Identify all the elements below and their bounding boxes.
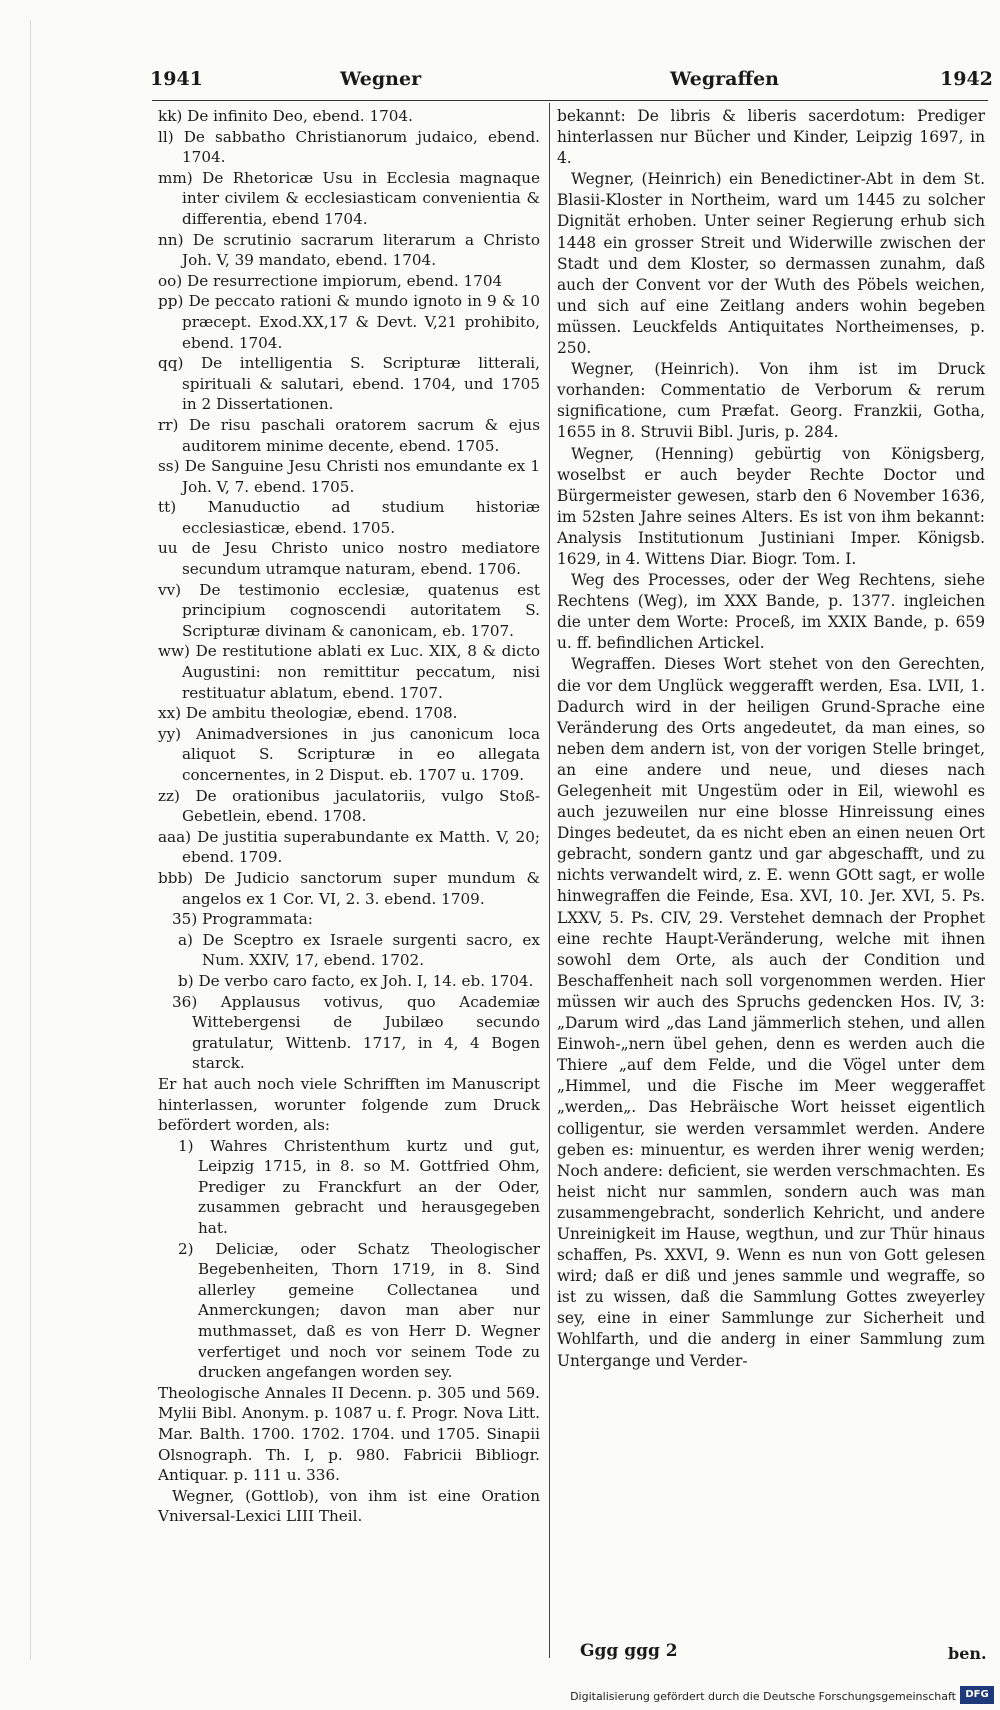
text-paragraph: Weg des Processes, oder der Weg Rechtens, siehe Rechtens (Weg), im XXX Bande, p. 1377. ingleichen die unter dem Worte: Proceß, im XXIX Bande, p. 659 u. ff. befindlichen Artickel. [557, 571, 985, 653]
text-paragraph: rr) De risu paschali oratorem sacrum & ejus auditorem minime decente, ebend. 1705. [158, 415, 540, 455]
text-paragraph: yy) Animadversiones in jus canonicum loca aliquot S. Scripturæ in eo allegata concernentes, in 2 Disput. eb. 1707 u. 1709. [158, 724, 540, 784]
signature-mark: Ggg ggg 2 [580, 1641, 678, 1661]
text-paragraph: Wegner, (Gottlob), von ihm ist eine Oration Vniversal-Lexici LIII Theil. [158, 1486, 540, 1526]
catchword: ben. [948, 1644, 987, 1663]
text-paragraph: Theologische Annales II Decenn. p. 305 und 569. Mylii Bibl. Anonym. p. 1087 u. f. Progr. Nova Litt. Mar. Balth. 1700. 1702. 1704. und 1705. Sinapii Olsnograph. Th. I, p. 980. Fabricii Bibliogr. Antiquar. p. 111 u. 336. [158, 1383, 540, 1485]
footer-credit: Digitalisierung gefördert durch die Deutsche Forschungsgemeinschaft [570, 1690, 956, 1703]
page-number-right: 1942 [940, 68, 993, 90]
header-rule [152, 100, 988, 101]
text-paragraph: Wegraffen. Dieses Wort stehet von den Gerechten, die vor dem Unglück weggerafft werden, Esa. LVII, 1. Dadurch wird in der heiligen Grund-Sprache eine Veränderung des Orts angedeutet, da man eines, so neben dem andern ist, von der vorigen Stelle bringet, an eine andere und neue, und dieses nach Gelegenheit mit Ungestüm oder in Eil, wiewohl es auch jezuweilen nur eine blosse Hinreissung eines Dinges bedeutet, da es nicht eben an einen neuen Ort gebracht, sondern gantz und gar abgeschafft, und zu nichts verwandelt wird, z. E. wenn GOtt sagt, er wolle hinwegraffen die Feinde, Esa. XVI, 10. Jer. XVI, 5. Ps. LXXV, 5. Ps. CIV, 29. Verstehet demnach der Prophet eine rechte Haupt-Veränderung, welche mit ihnen sowohl dem Orte, als auch der Condition und Beschaffenheit nach soll vorgenommen werden. Hier müssen wir auch des Spruchs gedencken Hos. IV, 3: „Darum wird „das Land jämmerlich stehen, und allen Einwoh-„nern übel gehen, denn es werden auch die Thiere „auf dem Felde, und die Vögel unter dem „Himmel, und die Fische im Meer weggeraffet „werden„. Das Hebräische Wort heisset eigentlich colligentur, sie werden versammlet werden. Andere geben es: minuentur, es werden ihrer wenig werden; Noch andere: deficient, sie werden verschmachten. Es heist nicht nur sammlen, sondern auch was man zusammengebracht, sonderlich Kehricht, und andere Unreinigkeit im Hause, wegthun, und zur Thür hinaus schaffen, Ps. XXVI, 9. Wenn es nun von Gott gelesen wird; daß er diß und jenes sammle und wegraffe, so ist zu wissen, daß die Sammlung Gottes zweyerley sey, eine in einer Sammlunge zur Sicherheit und Wohlfarth, und die anderg in einer Sammlung zum Untergange und Verder- [557, 655, 985, 1370]
text-paragraph: a) De Sceptro ex Israele surgenti sacro, ex Num. XXIV, 17, ebend. 1702. [178, 930, 540, 970]
text-paragraph: nn) De scrutinio sacrarum literarum a Christo Joh. V, 39 mandato, ebend. 1704. [158, 230, 540, 270]
text-paragraph: oo) De resurrectione impiorum, ebend. 1704 [158, 271, 503, 290]
text-paragraph: b) De verbo caro facto, ex Joh. I, 14. eb. 1704. [178, 971, 534, 990]
dfg-logo-icon: DFG [960, 1686, 994, 1704]
text-paragraph: pp) De peccato rationi & mundo ignoto in 9 & 10 præcept. Exod.XX,17 & Devt. V,21 prohibito, ebend. 1704. [158, 292, 540, 352]
column-divider [549, 103, 550, 1658]
text-paragraph: xx) De ambitu theologiæ, ebend. 1708. [158, 704, 458, 723]
footer [570, 1683, 1000, 1709]
text-paragraph: aaa) De justitia superabundante ex Matth. V, 20; ebend. 1709. [158, 827, 540, 867]
running-title-right: Wegraffen [670, 68, 779, 90]
text-paragraph: bbb) De Judicio sanctorum super mundum & angelos ex 1 Cor. VI, 2. 3. ebend. 1709. [158, 868, 540, 908]
text-paragraph: qq) De intelligentia S. Scripturæ litterali, spirituali & salutari, ebend. 1704, und 1705 in 2 Dissertationen. [158, 354, 540, 414]
text-paragraph: zz) De orationibus jaculatoriis, vulgo Stoß-Gebetlein, ebend. 1708. [158, 786, 540, 826]
text-paragraph: tt) Manuductio ad studium historiæ ecclesiasticæ, ebend. 1705. [158, 498, 540, 537]
left-column [158, 106, 540, 1527]
text-paragraph: 35) Programmata: [172, 910, 313, 929]
text-paragraph: Wegner, (Henning) gebürtig von Königsberg, woselbst er auch beyder Rechte Doctor und Bürgermeister gewesen, starb den 6 November 1636, im 52sten Jahre seines Alters. Es ist von ihm bekannt: Analysis Institutionum Justiniani Imper. Königsb. 1629, in 4. Wittens Diar. Biogr. Tom. I. [557, 444, 985, 568]
text-paragraph: bekannt: De libris & liberis sacerdotum: Prediger hinterlassen nur Bücher und Kinder, Leipzig 1697, in 4. [557, 107, 985, 168]
text-paragraph: 2) Deliciæ, oder Schatz Theologischer Begebenheiten, Thorn 1719, in 8. Sind allerley gemeine Collectanea und Anmerckungen; davon man aber nur muthmasset, daß es von Herr D. Wegner verfertiget und noch vor seinem Tode zu drucken angefangen worden sey. [178, 1239, 540, 1382]
running-title-left: Wegner [340, 68, 422, 90]
text-paragraph: mm) De Rhetoricæ Usu in Ecclesia magnaque inter civilem & ecclesiasticam convenientia & differentia, ebend 1704. [158, 168, 540, 228]
text-paragraph: 1) Wahres Christenthum kurtz und gut, Leipzig 1715, in 8. so M. Gottfried Ohm, Prediger zu Franckfurt an der Oder, zusammen gebracht und herausgegeben hat. [178, 1136, 540, 1238]
text-paragraph: 36) Applausus votivus, quo Academiæ Wittebergensi de Jubilæo secundo gratulatur, Wittenb. 1717, in 4, 4 Bogen starck. [172, 992, 540, 1073]
text-paragraph: ss) De Sanguine Jesu Christi nos emundante ex 1 Joh. V, 7. ebend. 1705. [158, 457, 540, 496]
text-paragraph: ww) De restitutione ablati ex Luc. XIX, 8 & dicto Augustini: non remittitur peccatum, nisi restituatur ablatum, ebend. 1707. [158, 642, 540, 702]
text-paragraph: uu de Jesu Christo unico nostro mediatore secundum utramque naturam, ebend. 1706. [158, 539, 540, 579]
text-paragraph: Er hat auch noch viele Schrifften im Manuscript hinterlassen, worunter folgende zum Druck befördert worden, als: [158, 1074, 540, 1135]
text-paragraph: Wegner, (Heinrich). Von ihm ist im Druck vorhanden: Commentatio de Verborum & rerum significatione, cum Præfat. Georg. Franzkii, Gotha, 1655 in 8. Struvii Bibl. Juris, p. 284. [557, 360, 985, 442]
right-column [557, 106, 985, 1372]
running-header [150, 68, 993, 98]
text-paragraph: Wegner, (Heinrich) ein Benedictiner-Abt in dem St. Blasii-Kloster in Northeim, ward um 1445 zu solcher Dignität erhoben. Unter seiner Regierung erhub sich 1448 ein grosser Streit und Widerwille zwischen der Stadt und dem Kloster, so dermassen zunahm, daß auch der Convent vor der Wuth des Pöbels weichen, und sich auf eine Zeitlang anders wohin begeben müssen. Leuckfelds Antiquitates Northeimenses, p. 250. [557, 170, 985, 358]
text-paragraph: vv) De testimonio ecclesiæ, quatenus est principium cognoscendi autoritatem S. Scripturæ divinam & canonicam, eb. 1707. [158, 580, 540, 640]
text-paragraph: kk) De infinito Deo, ebend. 1704. [158, 107, 413, 125]
text-paragraph: ll) De sabbatho Christianorum judaico, ebend. 1704. [158, 127, 540, 167]
page-number-left: 1941 [150, 68, 203, 90]
